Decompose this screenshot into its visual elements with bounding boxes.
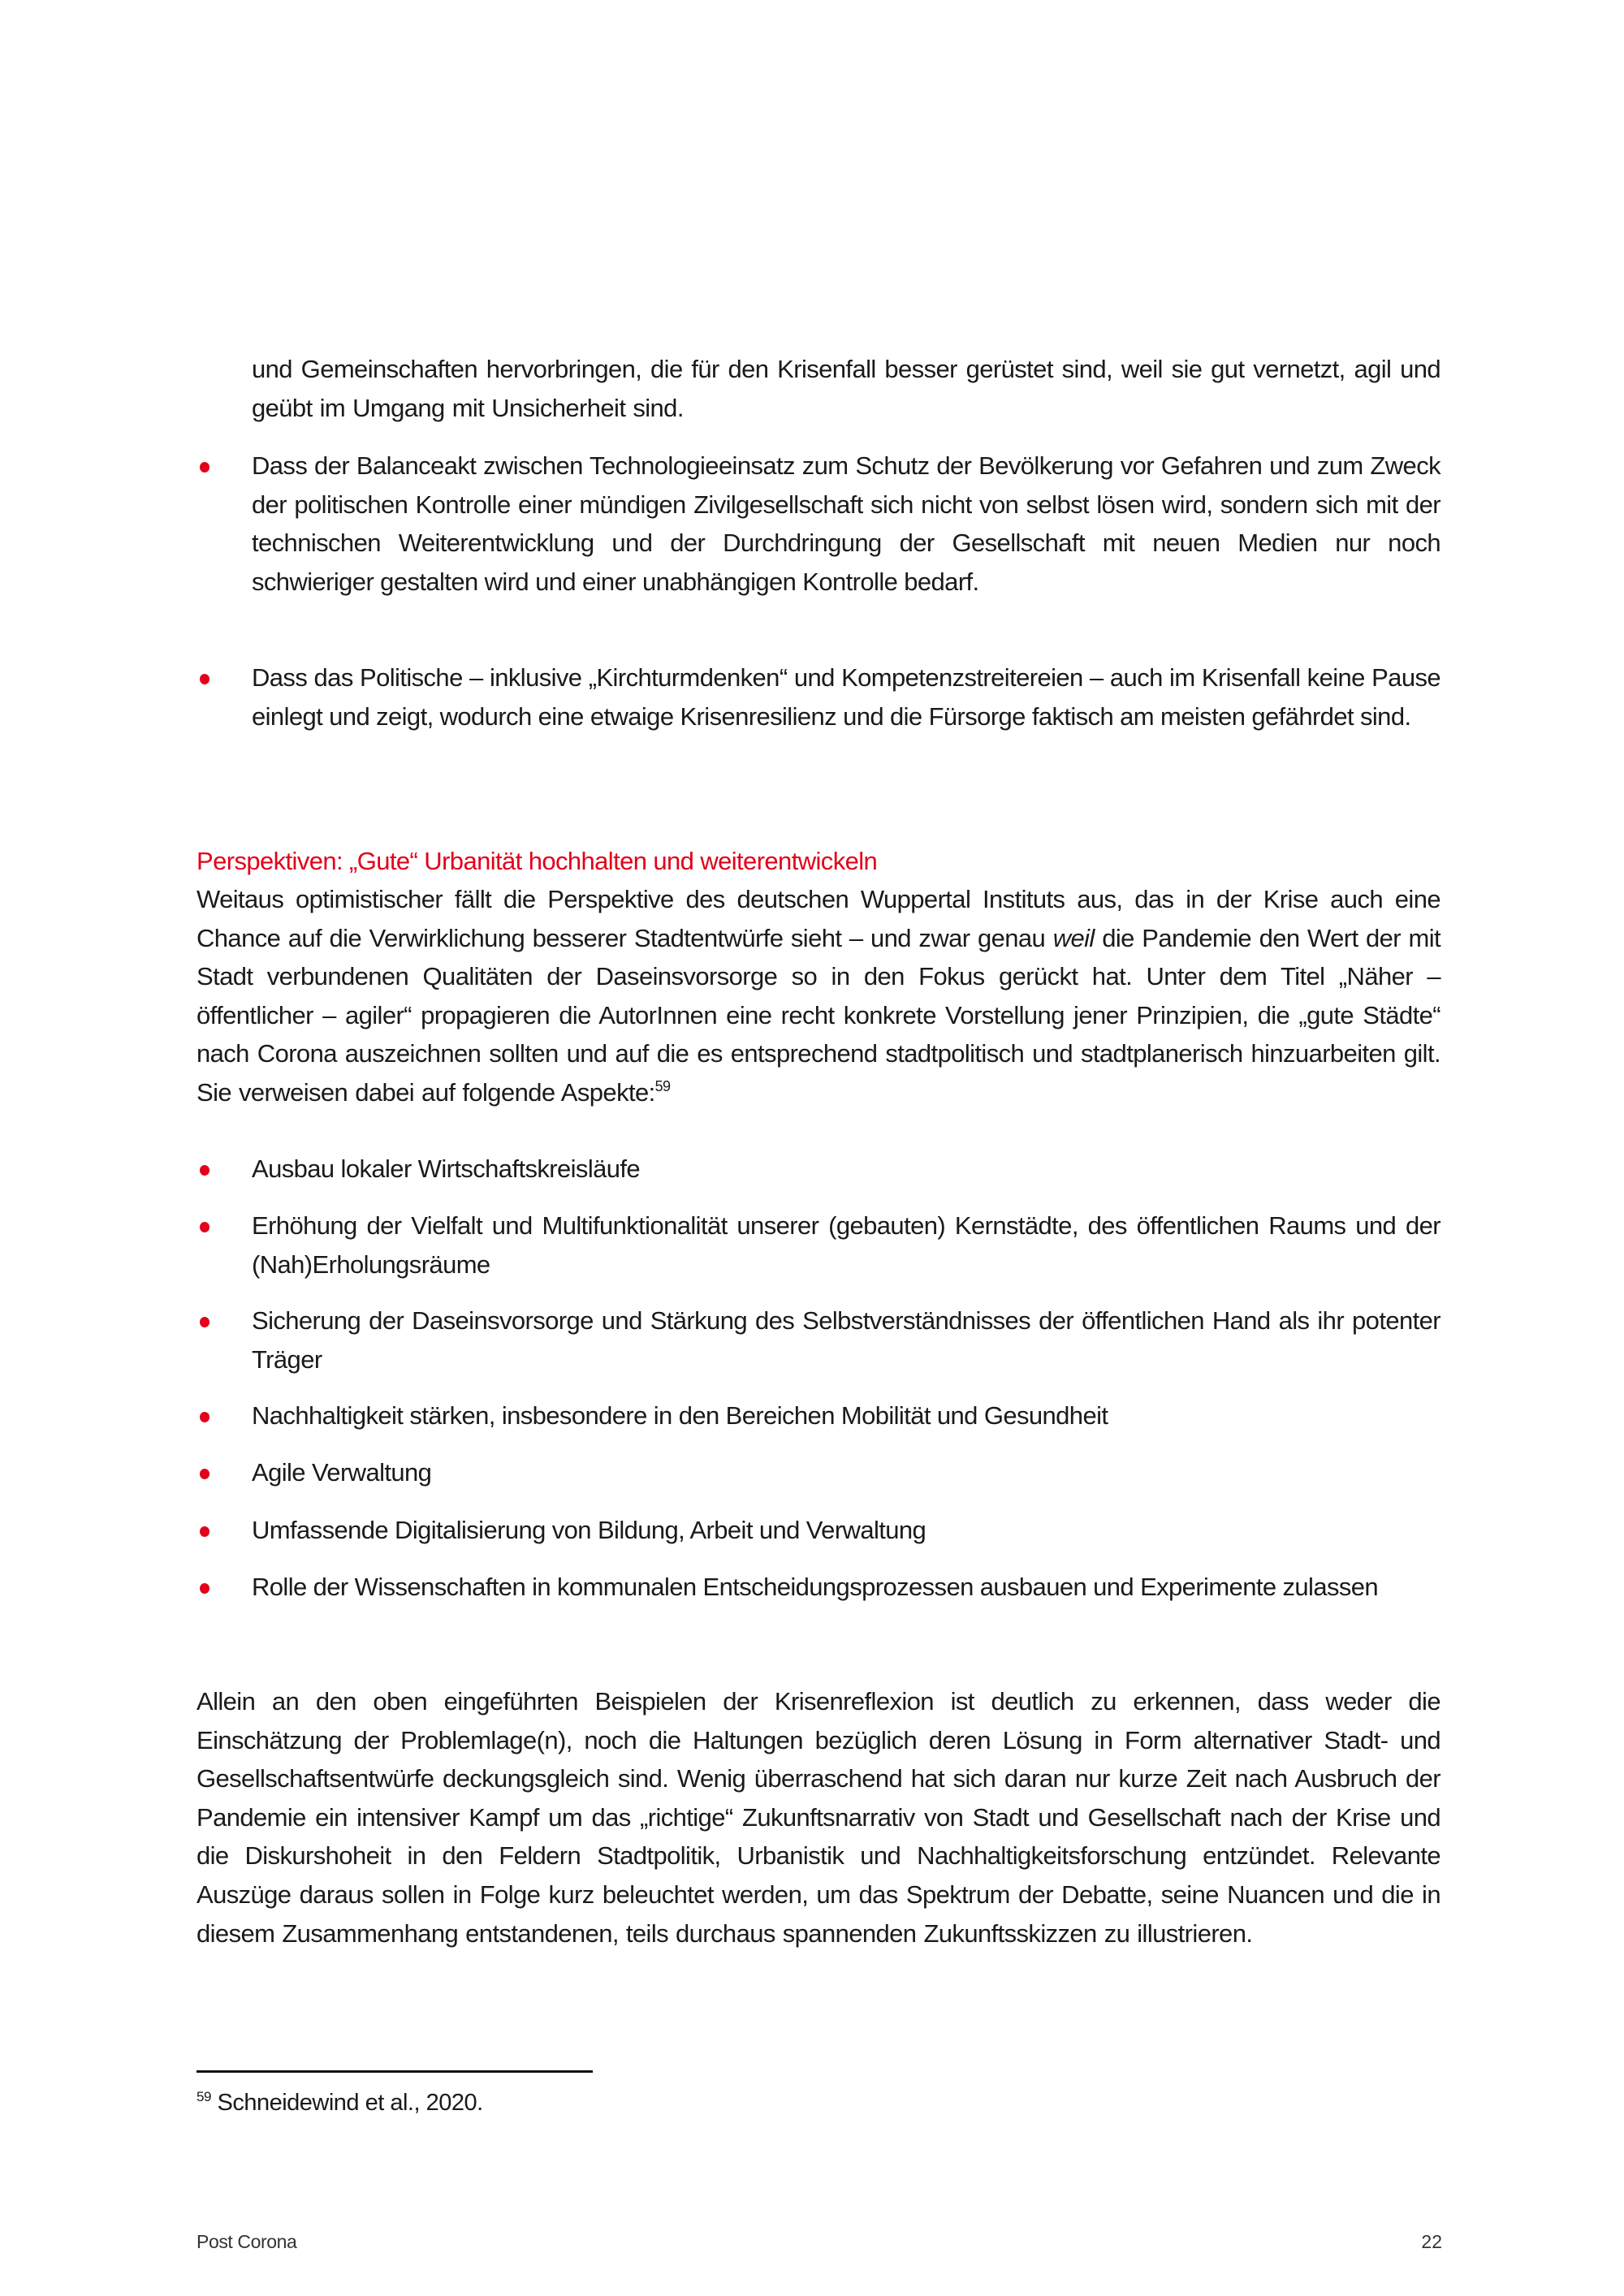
section-paragraph	[197, 880, 1440, 1112]
paragraph-text: Weitaus optimistischer fällt die Perspektive des deutschen Wuppertal Instituts aus, das in der Krise auch eine Chance auf die Verwirklichung besserer Stadtentwürfe sieht – und zwar genau	[197, 885, 1440, 952]
bullet-icon	[200, 1412, 209, 1422]
list-item-text: Sicherung der Daseinsvorsorge und Stärkung des Selbstverständnisses der öffentlichen Hand als ihr potenter Träger	[252, 1306, 1440, 1374]
footnote-number: 59	[197, 2089, 211, 2104]
page-number: 22	[1421, 2231, 1442, 2252]
list-item	[197, 1568, 1440, 1607]
paragraph-emphasis: weil	[1052, 923, 1095, 952]
list-item-text: Dass das Politische – inklusive „Kirchturmdenken“ und Kompetenzstreitereien – auch im Krisenfall keine Pause einlegt und zeigt, wodurch eine etwaige Krisenresilienz und die Fürsorge faktisch am meisten gefährdet sind.	[252, 663, 1440, 731]
footnote-text: Schneidewind et al., 2020.	[217, 2090, 483, 2116]
bullet-icon	[200, 1165, 209, 1176]
bullet-icon	[200, 1583, 209, 1594]
list-item	[197, 658, 1440, 736]
closing-paragraph: Allein an den oben eingeführten Beispielen der Krisenreflexion ist deutlich zu erkennen, dass weder die Einschätzung der Problemlage(n), noch die Haltungen bezüglich deren Lösung in Form alternativer Stadt- und Gesellschaftsentwürfe deckungsgleich sind. Wenig überraschend hat sich daran nur kurze Zeit nach Ausbruch der Pandemie ein intensiver Kampf um das „richtige“ Zukunftsnarrativ von Stadt und Gesellschaft nach der Krise und die Diskurshoheit in den Feldern Stadtpolitik, Urbanistik und Nachhaltigkeitsforschung entzündet. Relevante Auszüge daraus sollen in Folge kurz beleuchtet werden, um das Spektrum der Debatte, seine Nuancen und die in diesem Zusammenhang entstandenen, teils durchaus spannenden Zukunftsskizzen zu illustrieren.	[197, 1687, 1440, 1948]
list-item-text: Agile Verwaltung	[252, 1458, 432, 1487]
paragraph-text: die Pandemie den Wert der mit Stadt verbundenen Qualitäten der Daseinsvorsorge so in den Fokus gerückt hat. Unter dem Titel „Näher – öffentlicher – agiler“ propagieren die AutorInnen eine recht konkrete Vorstellung jener Prinzipien, die „gute Städte“ nach Corona auszeichnen sollten und auf die es entsprechend stadtpolitisch und stadtplanerisch hinzuarbeiten gilt. Sie verweisen dabei auf folgende Aspekte:	[197, 923, 1440, 1107]
list-item-text: Ausbau lokaler Wirtschaftskreisläufe	[252, 1154, 641, 1183]
list-item-text: Dass der Balanceakt zwischen Technologieeinsatz zum Schutz der Bevölkerung vor Gefahren und zum Zweck der politischen Kontrolle einer mündigen Zivilgesellschaft sich nicht von selbst lösen wird, sondern sich mit der technischen Weiterentwicklung und der Durchdringung der Gesellschaft mit neuen Medien nur noch schwieriger gestalten wird und einer unabhängigen Kontrolle bedarf.	[252, 451, 1440, 596]
list-item	[197, 1150, 1440, 1189]
list-item-text: Umfassende Digitalisierung von Bildung, Arbeit und Verwaltung	[252, 1516, 926, 1544]
list-item	[197, 447, 1440, 601]
bullet-icon	[200, 1317, 209, 1327]
list-item-text: Nachhaltigkeit stärken, insbesondere in den Bereichen Mobilität und Gesundheit	[252, 1401, 1108, 1430]
list-item	[197, 1206, 1440, 1284]
footnote	[197, 2087, 483, 2119]
footnote-ref[interactable]: 59	[654, 1077, 671, 1094]
bullet-icon	[200, 1526, 209, 1537]
section-heading: Perspektiven: „Gute“ Urbanität hochhalten und weiterentwickeln	[197, 847, 878, 875]
footnote-divider	[197, 2070, 593, 2073]
bullet-icon	[200, 674, 209, 684]
list-item	[197, 1396, 1440, 1435]
bullet-icon	[200, 1222, 209, 1232]
bullet-icon	[200, 462, 209, 473]
list-item-text: Rolle der Wissenschaften in kommunalen Entscheidungsprozessen ausbauen und Experimente zulassen	[252, 1573, 1379, 1601]
list-item	[197, 1301, 1440, 1379]
list-item	[197, 1453, 1440, 1492]
bullet-icon	[200, 1469, 209, 1479]
continuation-paragraph: und Gemeinschaften hervorbringen, die für den Krisenfall besser gerüstet sind, weil sie gut vernetzt, agil und geübt im Umgang mit Unsicherheit sind.	[252, 355, 1440, 422]
list-item	[197, 1511, 1440, 1550]
footer-title: Post Corona	[197, 2231, 297, 2252]
list-item-text: Erhöhung der Vielfalt und Multifunktionalität unserer (gebauten) Kernstädte, des öffentlichen Raums und der (Nah)Erholungsräume	[252, 1211, 1440, 1279]
